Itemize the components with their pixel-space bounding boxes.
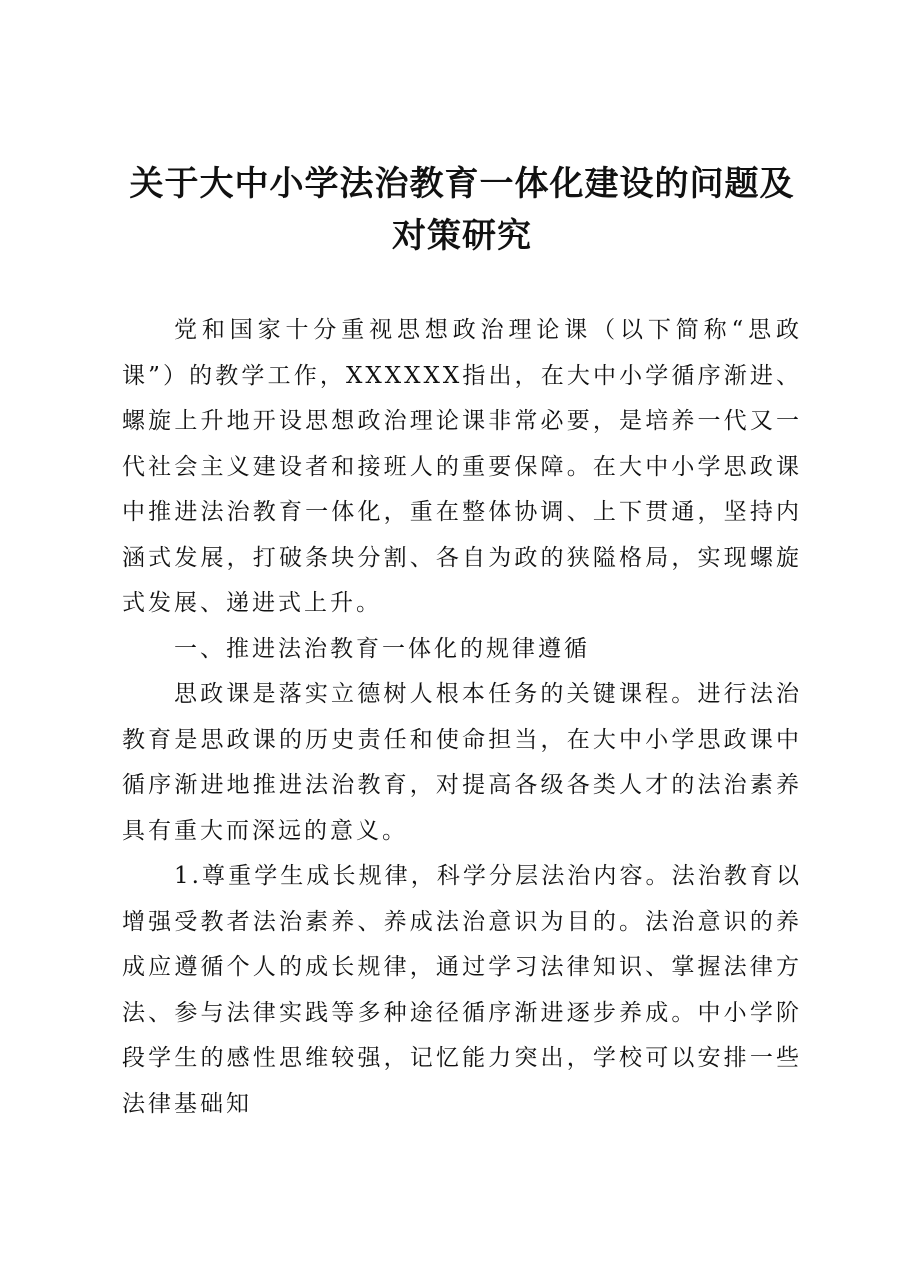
document-body <box>122 308 802 1127</box>
document-title: 关于大中小学法治教育一体化建设的问题及对策研究 <box>129 164 795 256</box>
paragraph-point-1: 1.尊重学生成长规律，科学分层法治内容。法治教育以增强受教者法治素养、养成法治意识为目的。法治意识的养成应遵循个人的成长规律，通过学习法律知识、掌握法律方法、参与法律实践等多种途径循序渐进逐步养成。中小学阶段学生的感性思维较强，记忆能力突出，学校可以安排一些法律基础知 <box>122 863 802 1117</box>
paragraph-section-1: 思政课是落实立德树人根本任务的关键课程。进行法治教育是思政课的历史责任和使命担当，在大中小学思政课中循序渐进地推进法治教育，对提高各级各类人才的法治素养具有重大而深远的意义。 <box>122 681 802 844</box>
section-heading-1: 一、推进法治教育一体化的规律遵循 <box>174 635 590 662</box>
paragraph-intro: 党和国家十分重视思想政治理论课（以下简称“思政课”）的教学工作，XXXXXX指出，在大中小学循序渐进、螺旋上升地开设思想政治理论课非常必要，是培养一代又一代社会主义建设者和接班人的重要保障。在大中小学思政课中推进法治教育一体化，重在整体协调、上下贯通，坚持内涵式发展，打破条块分割、各自为政的狭隘格局，实现螺旋式发展、递进式上升。 <box>122 317 802 616</box>
